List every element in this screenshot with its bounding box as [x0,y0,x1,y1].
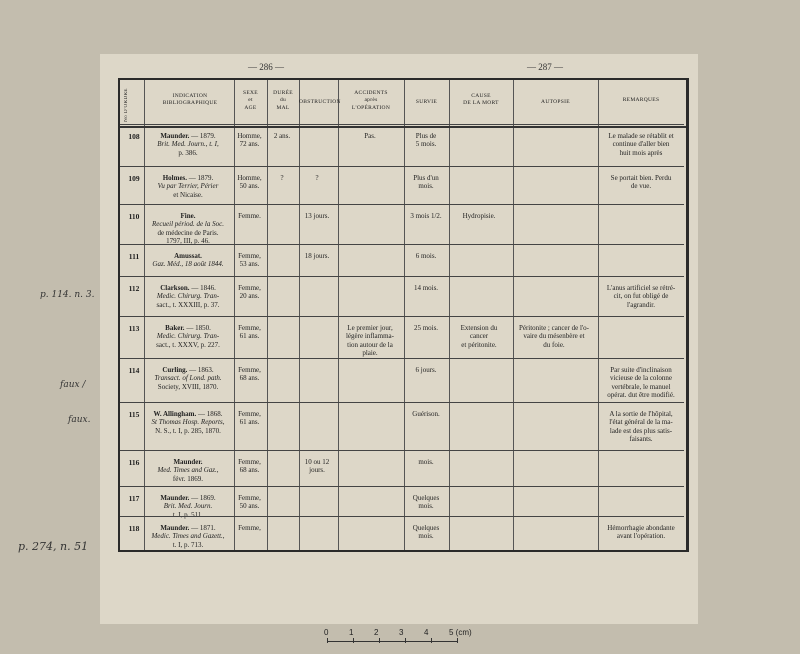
measurement-scale [322,628,482,650]
reference-source: Brit. Med. Journ. [163,502,213,511]
header-cause: CAUSE DE LA MORT [463,93,499,107]
author-name: Curling. [162,366,188,374]
reference-detail: N. S., t. I, p. 285, 1870. [155,426,221,435]
reference-year: — 1850. [184,324,211,332]
scale-bar [327,641,457,642]
sex-age-cell: Femme, 68 ans. [238,458,261,475]
scale-tick [457,638,458,643]
column-divider [513,80,514,550]
reference-detail: t. I, p. 511. [172,510,204,519]
row-number: 108 [128,132,140,141]
header-indication: INDICATION BIBLIOGRAPHIQUE [162,93,218,107]
header-survie: SURVIE [415,99,438,105]
row-number: 109 [128,174,140,183]
scale-label: 3 [399,628,404,637]
reference-detail: de médecine de Paris. 1797, III, p. 46. [157,228,219,246]
header-remarques: REMARQUES [622,97,660,103]
bibliographic-reference [145,324,231,349]
remarks-cell: Par suite d'inclinaison vicieuse de la colonne vertébrale, le manuel opérat. dut être modifié. [607,366,675,400]
row-divider [120,276,684,277]
header-autopsie: AUTOPSIE [541,99,570,105]
author-name: Holmes. [162,174,188,182]
obstruction-cell: 18 jours. [304,252,330,260]
bibliographic-reference [145,366,231,391]
author-name: Maunder. [160,494,190,502]
reference-source: Recueil périod. de la Soc. [152,220,224,229]
sex-age-cell: Femme. [238,212,261,220]
reference-source: Transact. of Lond. path. [154,374,222,383]
bibliographic-reference [145,524,231,549]
scale-tick [405,638,406,643]
remarks-cell: Hémorrhagie abondante avant l'opération. [607,524,675,541]
column-divider [299,80,300,550]
row-number: 114 [128,366,140,375]
row-divider [120,204,684,205]
survival-cell: 14 mois. [413,284,439,292]
author-name: Amussat. [174,252,202,260]
reference-source: Brit. Med. Journ., t. I, [157,140,219,149]
reference-year: — 1879. [187,174,214,182]
survival-cell: 6 jours. [415,366,437,374]
row-divider [120,402,684,403]
duration-cell: 2 ans. [273,132,291,140]
survival-cell: mois. [418,458,434,466]
reference-source: Vu par Terrier, Périer [157,182,219,191]
row-divider [120,450,684,451]
reference-detail: Society, XVIII, 1870. [157,382,219,391]
author-name: W. Allingham. [153,410,197,418]
page-number-right: — 287 — [527,62,563,72]
obstruction-cell: ? [315,174,319,182]
reference-detail: t. I, p. 713. [172,540,204,549]
scale-label: 2 [374,628,379,637]
survival-cell: Quelques mois. [412,524,440,541]
row-number: 115 [128,410,140,419]
survival-cell: Plus de 5 mois. [415,132,437,149]
sex-age-cell: Femme, 53 ans. [238,252,261,269]
survival-cell: Guérison. [412,410,440,418]
bibliographic-reference [145,132,231,157]
scale-tick [353,638,354,643]
reference-source: Medic. Chirurg. Tran- [156,292,220,301]
header-divider [120,126,686,128]
sex-age-cell: Femme, 50 ans. [238,494,261,511]
row-divider [120,516,684,517]
survival-cell: 25 mois. [413,324,439,332]
author-name: Maunder. [160,524,190,532]
row-divider [120,486,684,487]
scale-label: 4 [424,628,429,637]
margin-note: faux / [60,380,86,390]
header-sexe: SEXE et AGE [243,90,258,111]
column-divider [234,80,235,550]
bibliographic-reference [145,284,231,309]
duration-cell: ? [280,174,284,182]
bibliographic-reference [145,212,231,246]
margin-note: p. 274, n. 51 [18,540,89,553]
row-divider [120,358,684,359]
sex-age-cell: Homme, 72 ans. [237,132,262,149]
row-divider [120,244,684,245]
reference-year: — 1871. [189,524,216,532]
author-name: Clarkson. [160,284,190,292]
header-obstruction: OBSTRUCTION [299,99,341,105]
scale-label: 0 [324,628,329,637]
row-number: 111 [128,252,140,261]
column-divider [449,80,450,550]
scale-tick [379,638,380,643]
row-number: 112 [128,284,140,293]
page-number-left: — 286 — [248,62,284,72]
sex-age-cell: Femme, 20 ans. [238,284,261,301]
author-name: Baker. [165,324,185,332]
reference-source: Gaz. Méd., 18 août 1844. [152,260,224,269]
remarks-cell: L'anus artificiel se rétré- cit, on fut obligé de l'agrandir. [606,284,676,309]
header-accidents: ACCIDENTS après L'OPÉRATION [351,90,391,111]
sex-age-cell: Femme, 68 ans. [238,366,261,383]
row-number: 116 [128,458,140,467]
column-divider [404,80,405,550]
reference-year: — 1868. [196,410,223,418]
column-divider [267,80,268,550]
cause-of-death-cell: Hydropisie. [462,212,496,220]
column-divider [338,80,339,550]
scale-tick [431,638,432,643]
row-number: 113 [128,324,140,333]
accidents-cell: Pas. [364,132,376,140]
reference-source: Med. Times and Gaz., [157,466,219,475]
bibliographic-reference [145,458,231,483]
row-divider [120,316,684,317]
reference-source: Medic. Times and Gazett., [151,532,225,541]
survival-cell: 6 mois. [415,252,437,260]
header-duree: DURÉE du MAL [273,90,293,111]
reference-source: St Thomas Hosp. Reports, [151,418,225,427]
survival-cell: Quelques mois. [412,494,440,511]
scale-label: 1 [349,628,354,637]
scale-tick [327,638,328,643]
autopsy-cell: Péritonite ; cancer de l'o- vaire du mésenbère et du foie. [518,324,590,349]
reference-year: — 1879. [189,132,216,140]
scale-label: 5 (cm) [449,628,472,637]
bibliographic-reference [145,252,231,269]
reference-detail: et Nicaise. [173,190,203,199]
sex-age-cell: Homme, 50 ans. [237,174,262,191]
survival-cell: 3 mois 1/2. [410,212,442,220]
header-num: No D'ORDRE [124,88,129,122]
accidents-cell: Le premier jour, légère inflamma- tion autour de la plaie. [345,324,394,358]
reference-source: Medic. Chirurg. Tran- [156,332,220,341]
author-name: Fine. [180,212,196,220]
remarks-cell: Se portait bien. Perdu de vue. [610,174,672,191]
survival-cell: Plus d'un mois. [413,174,439,191]
margin-note: p. 114. n. 3. [40,290,95,300]
bibliographic-reference [145,174,231,199]
reference-year: — 1869. [189,494,216,502]
sex-age-cell: Femme, 61 ans. [238,324,261,341]
sex-age-cell: Femme, 61 ans. [238,410,261,427]
cause-of-death-cell: Extension du cancer et péritonite. [460,324,498,349]
reference-detail: févr. 1869. [172,474,204,483]
author-name: Maunder. [173,458,203,466]
reference-detail: sact., t. XXXV, p. 227. [156,340,220,349]
remarks-cell: A la sortie de l'hôpital, l'état général de la ma- lade est des plus satis- faisants. [609,410,673,444]
obstruction-cell: 10 ou 12 jours. [304,458,330,475]
reference-detail: sact., t. XXXIII, p. 37. [156,300,220,309]
row-number: 117 [128,494,140,503]
row-number: 110 [128,212,140,221]
reference-year: — 1846. [189,284,216,292]
margin-note: faux. [68,415,91,425]
row-number: 118 [128,524,140,533]
author-name: Maunder. [160,132,190,140]
obstruction-cell: 13 jours. [304,212,330,220]
remarks-cell: Le malade se rétablit et continue d'aller bien huit mois après [608,132,674,157]
row-divider [120,124,684,125]
bibliographic-reference [145,410,231,435]
reference-year: — 1863. [187,366,214,374]
row-divider [120,166,684,167]
reference-detail: p. 386. [178,148,198,157]
sex-age-cell: Femme, [238,524,261,532]
